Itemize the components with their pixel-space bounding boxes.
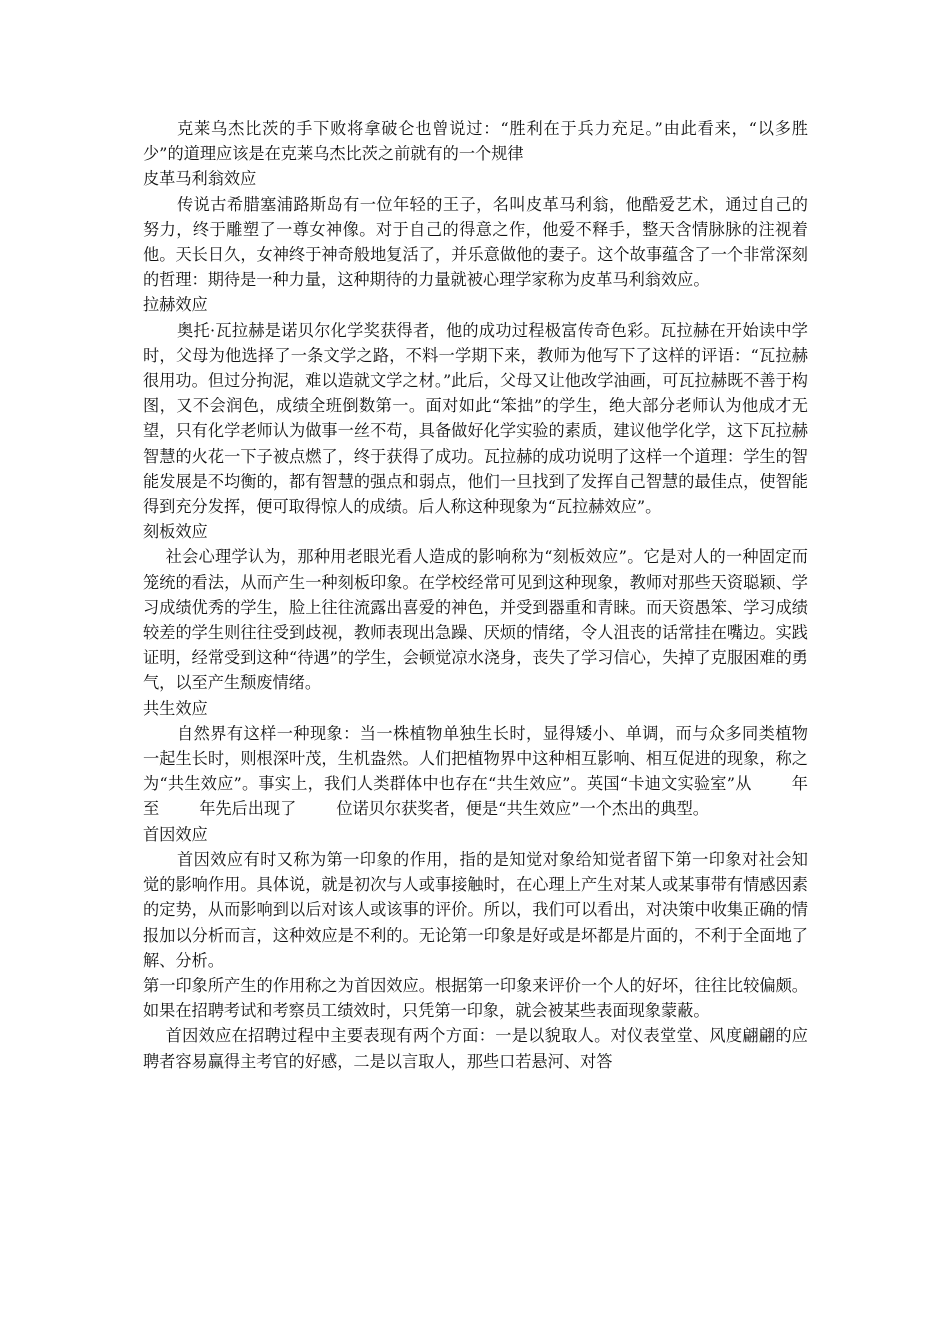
heading-pygmalion-effect: 皮革马利翁效应 <box>143 169 257 189</box>
symbiosis-text-part-1: 自然界有这样一种现象：当一株植物单独生长时，显得矮小、单调，而与众多同类植物一起生长时，则根深叶茂，生机盎然。人们把植物界中这种相互影响、相互促进的现象，称之为“共生效应”。事实上，我们人类群体中也存在“共生效应”。英国“卡迪文实验室”从 <box>143 723 808 794</box>
symbiosis-text-part-2: 年至 <box>143 774 808 819</box>
paragraph-primacy-effect: 首因效应有时又称为第一印象的作用，指的是知觉对象给知觉者留下第一印象对社会知觉的影响作用。具体说，就是初次与人或事接触时，在心理上产生对某人或某事带有情感因素的定势，从而影响到以后对该人或该事的评价。所以，我们可以看出，对决策中收集正确的情报加以分析而言，这种效应是不利的。无论第一印象是好或是坏都是片面的，不利于全面地了解、分析。 <box>143 849 808 970</box>
paragraph-pygmalion-effect: 传说古希腊塞浦路斯岛有一位年轻的王子，名叫皮革马利翁，他酷爱艺术，通过自己的努力，终于雕塑了一尊女神像。对于自己的得意之作，他爱不释手，整天含情脉脉的注视着他。天长日久，女神终于神奇般地复活了，并乐意做他的妻子。这个故事蕴含了一个非常深刻的哲理：期待是一种力量，这种期待的力量就被心理学家称为皮革马利翁效应。 <box>143 194 808 290</box>
paragraph-napoleon: 克莱乌杰比茨的手下败将拿破仑也曾说过：“胜利在于兵力充足。”由此看来，“以多胜少”的道理应该是在克莱乌杰比茨之前就有的一个规律 <box>143 119 808 164</box>
heading-primacy-effect: 首因效应 <box>143 824 208 844</box>
heading-wallach-effect: 拉赫效应 <box>143 295 208 315</box>
paragraph-stereotype-effect: 社会心理学认为，那种用老眼光看人造成的影响称为“刻板效应”。它是对人的一种固定而笼统的看法，从而产生一种刻板印象。在学校经常可见到这种现象，教师对那些天资聪颖、学习成绩优秀的学生，脸上往往流露出喜爱的神色，并受到器重和青睐。而天资愚笨、学习成绩较差的学生则往往受到歧视，教师表现出急躁、厌烦的情绪，令人沮丧的话常挂在嘴边。实践证明，经常受到这种“待遇”的学生，会顿觉凉水浇身，丧失了学习信心，失掉了克服困难的勇气，以至产生颓废情绪。 <box>143 547 808 693</box>
symbiosis-text-part-3: 年先后出现了 <box>199 799 297 819</box>
heading-symbiosis-effect: 共生效应 <box>143 698 208 718</box>
document-page <box>143 116 808 1074</box>
paragraph-primacy-effect-3: 首因效应在招聘过程中主要表现有两个方面：一是以貌取人。对仪表堂堂、风度翩翩的应聘者容易赢得主考官的好感，二是以言取人，那些口若悬河、对答 <box>143 1026 808 1071</box>
paragraph-primacy-effect-2: 第一印象所产生的作用称之为首因效应。根据第一印象来评价一个人的好坏，往往比较偏颇。如果在招聘考试和考察员工绩效时，只凭第一印象，就会被某些表面现象蒙蔽。 <box>143 975 808 1021</box>
heading-stereotype-effect: 刻板效应 <box>143 522 208 542</box>
paragraph-wallach-effect: 奥托·瓦拉赫是诺贝尔化学奖获得者，他的成功过程极富传奇色彩。瓦拉赫在开始读中学时，父母为他选择了一条文学之路，不料一学期下来，教师为他写下了这样的评语：“瓦拉赫很用功。但过分拘泥，难以造就文学之材。”此后，父母又让他改学油画，可瓦拉赫既不善于构图，又不会润色，成绩全班倒数第一。面对如此“笨拙”的学生，绝大部分老师认为他成才无望，只有化学老师认为做事一丝不苟，具备做好化学实验的素质，建议他学化学，这下瓦拉赫智慧的火花一下子被点燃了，终于获得了成功。瓦拉赫的成功说明了这样一个道理：学生的智能发展是不均衡的，都有智慧的强点和弱点，他们一旦找到了发挥自己智慧的最佳点，使智能得到充分发挥，便可取得惊人的成绩。后人称这种现象为“瓦拉赫效应”。 <box>143 320 808 517</box>
paragraph-symbiosis-effect <box>143 721 808 822</box>
symbiosis-text-part-4: 位诺贝尔获奖者，便是“共生效应”一个杰出的典型。 <box>336 799 709 819</box>
